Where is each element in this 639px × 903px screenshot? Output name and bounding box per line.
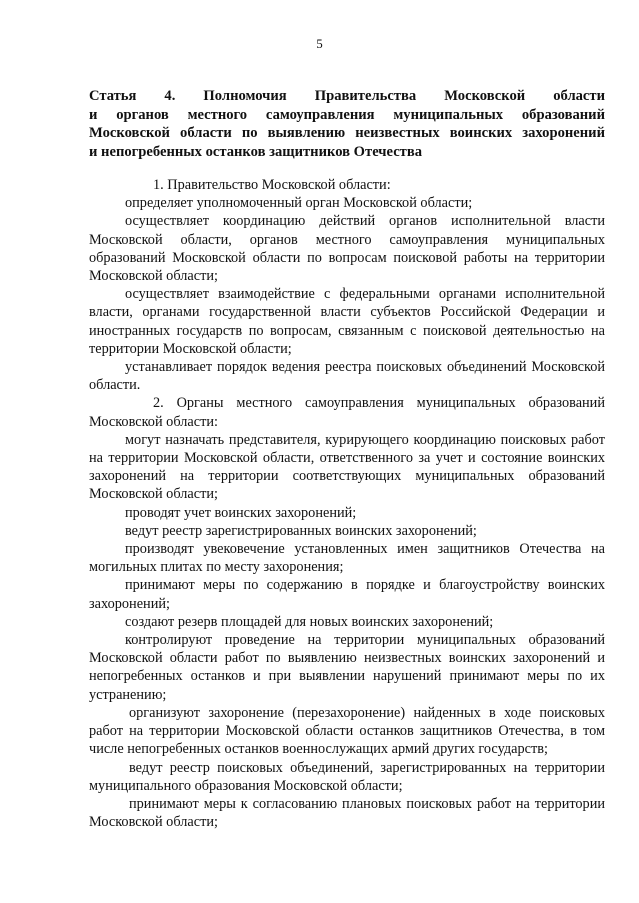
paragraph: организуют захоронение (перезахоронение) найденных в ходе поисковых работ на территории Московской области останков защитников Отечества, в том числе непогребенных останков военнослужащих армий других государств;: [89, 704, 605, 758]
paragraph: ведут реестр поисковых объединений, зарегистрированных на территории муниципального образования Московской области;: [89, 759, 605, 794]
heading-line: и непогребенных останков защитников Отечества: [89, 143, 423, 160]
paragraph: осуществляет координацию действий органов исполнительной власти Московской области, органов местного самоуправления муниципальных образований Московской области по вопросам поисковой работы на территории Московской области;: [89, 213, 605, 285]
heading-line: и органов местного самоуправления муниципальных образований: [89, 106, 605, 123]
paragraph: принимают меры к согласованию плановых поисковых работ на территории Московской области;: [89, 795, 605, 831]
section-2-title: 2. Органы местного самоуправления муниципальных образований Московской области:: [89, 395, 605, 430]
section-1-title: 1. Правительство Московской области:: [153, 177, 391, 193]
paragraph: производят увековечение установленных имен защитников Отечества на могильных плитах по месту захоронения;: [89, 541, 605, 576]
paragraph: контролируют проведение на территории муниципальных образований Московской области работ по выявлению неизвестных воинских захоронений и непогребенных останков и при выявлении нарушений принимают меры по их устранению;: [89, 632, 605, 703]
article-heading: [89, 87, 605, 161]
heading-line: Статья 4. Полномочия Правительства Московской области: [89, 88, 605, 104]
paragraph: ведут реестр зарегистрированных воинских захоронений;: [125, 522, 477, 539]
paragraph: проводят учет воинских захоронений;: [125, 504, 357, 521]
heading-line: Московской области по выявлению неизвестных воинских захоронений: [89, 125, 605, 142]
paragraph: устанавливает порядок ведения реестра поисковых объединений Московской области.: [89, 359, 605, 394]
paragraph: принимают меры по содержанию в порядке и благоустройству воинских захоронений;: [89, 577, 605, 612]
page-number: 5: [316, 36, 323, 51]
article-body: [89, 176, 605, 831]
paragraph: создают резерв площадей для новых воинских захоронений;: [125, 613, 494, 630]
paragraph: осуществляет взаимодействие с федеральными органами исполнительной власти, органами государственной власти субъектов Российской Федерации и иностранных государств по вопросам, связанным с поисковой деятельностью на территории Московской области;: [89, 286, 605, 357]
paragraph: определяет уполномоченный орган Московской области;: [125, 195, 473, 212]
paragraph: могут назначать представителя, курирующего координацию поисковых работ на территории Московской области, ответственного за учет и состояние воинских захоронений на территории соответствующих муниципальных образований Московской области;: [89, 431, 605, 503]
